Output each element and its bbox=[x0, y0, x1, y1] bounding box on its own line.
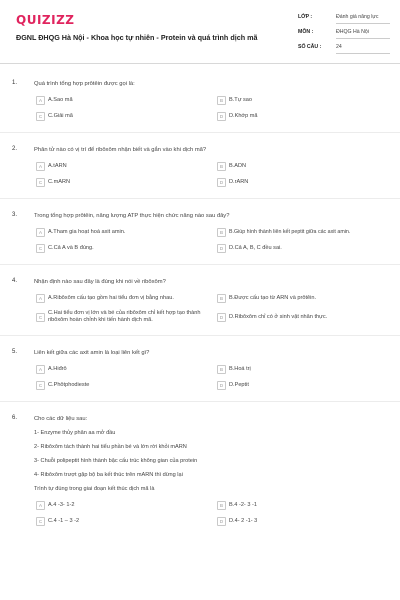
question-text: Nhận định nào sau đây là đúng khi nói về ribôxôm? bbox=[34, 279, 166, 285]
option-letter-box: D bbox=[217, 517, 226, 526]
answer-option[interactable] bbox=[216, 365, 397, 374]
answer-option[interactable] bbox=[216, 178, 397, 187]
question-text: Liên kết giữa các axit amin là loại liên kết gì? bbox=[34, 350, 150, 356]
answer-options bbox=[35, 162, 400, 187]
option-letter-box: B bbox=[217, 501, 226, 510]
option-text: B.Hoá trị bbox=[229, 366, 251, 372]
option-letter-box: C bbox=[36, 178, 45, 187]
option-text: D.rARN bbox=[229, 179, 249, 185]
meta-value: Đánh giá năng lực bbox=[336, 14, 390, 24]
option-text: A.Tham gia hoạt hoá axit amin. bbox=[48, 229, 126, 235]
meta-row-subject bbox=[298, 29, 390, 44]
meta-label: LỚP : bbox=[298, 14, 313, 20]
question-number: 3. bbox=[12, 212, 18, 218]
question-item bbox=[12, 146, 400, 199]
question-divider bbox=[0, 132, 400, 133]
question-list bbox=[0, 75, 400, 526]
option-letter-box: D bbox=[217, 244, 226, 253]
option-text: C.4 -1 – 3 -2 bbox=[48, 518, 80, 524]
answer-option[interactable] bbox=[35, 178, 216, 187]
answer-option[interactable] bbox=[216, 162, 397, 171]
worksheet-meta bbox=[298, 14, 390, 59]
question-item bbox=[12, 278, 400, 336]
quizizz-logo: QUIZIZZ bbox=[16, 13, 75, 27]
question-data-line: 4- Ribôxôm trượt gặp bộ ba kết thúc trên mARN thì dừng lại bbox=[34, 472, 183, 478]
option-letter-box: A bbox=[36, 96, 45, 105]
option-letter-box: D bbox=[217, 381, 226, 390]
option-text: C.Giải mã bbox=[48, 113, 73, 119]
option-text: A.tARN bbox=[48, 163, 67, 169]
answer-option[interactable] bbox=[35, 112, 216, 121]
option-letter-box: C bbox=[36, 517, 45, 526]
answer-options bbox=[35, 365, 400, 390]
question-divider bbox=[0, 264, 400, 265]
option-text: D.Khớp mã bbox=[229, 113, 258, 119]
question-number: 5. bbox=[12, 349, 18, 355]
question-number: 1. bbox=[12, 80, 18, 86]
answer-option[interactable] bbox=[35, 365, 216, 374]
answer-option[interactable] bbox=[216, 310, 397, 324]
answer-option[interactable] bbox=[35, 381, 216, 390]
answer-options bbox=[35, 228, 400, 253]
question-item bbox=[12, 415, 400, 526]
option-text: C.mARN bbox=[48, 179, 71, 185]
answer-option[interactable] bbox=[216, 96, 397, 105]
option-letter-box: C bbox=[36, 313, 45, 322]
question-data-line: 3- Chuỗi polipeptit hình thành bậc cấu trúc không gian của protein bbox=[34, 458, 198, 464]
option-text: A.4 -3- 1-2 bbox=[48, 502, 75, 508]
question-number: 6. bbox=[12, 415, 18, 421]
answer-options bbox=[35, 96, 400, 121]
option-letter-box: A bbox=[36, 294, 45, 303]
answer-option[interactable] bbox=[35, 294, 216, 303]
option-letter-box: D bbox=[217, 112, 226, 121]
option-letter-box: B bbox=[217, 228, 226, 237]
meta-row-question-count bbox=[298, 44, 390, 59]
option-letter-box: C bbox=[36, 381, 45, 390]
option-text: B.Giúp hình thành liên kết peptit giữa các axit amin. bbox=[229, 229, 351, 235]
option-text: D.Peptit bbox=[229, 382, 249, 388]
answer-option[interactable] bbox=[216, 517, 397, 526]
question-divider bbox=[0, 198, 400, 199]
answer-option[interactable] bbox=[35, 310, 216, 324]
option-text: B.4 -2- 3 -1 bbox=[229, 502, 257, 508]
answer-option[interactable] bbox=[35, 501, 216, 510]
answer-option[interactable] bbox=[216, 294, 397, 303]
question-data-line: 2- Ribôxôm tách thành hai tiểu phần bé và lớn rời khỏi mARN bbox=[34, 444, 187, 450]
answer-option[interactable] bbox=[35, 96, 216, 105]
question-data-line: 1- Enzyme thủy phân aa mở đầu bbox=[34, 430, 116, 436]
question-data-line: Trình tự đúng trong giai đoạn kết thúc dịch mã là bbox=[34, 486, 155, 492]
question-number: 2. bbox=[12, 146, 18, 152]
answer-option[interactable] bbox=[35, 244, 216, 253]
option-letter-box: A bbox=[36, 365, 45, 374]
meta-value: ĐHQG Hà Nội bbox=[336, 29, 390, 39]
option-text: B.ADN bbox=[229, 163, 247, 169]
option-text: B.Được cấu tạo từ ARN và prôtêin. bbox=[229, 295, 317, 301]
option-letter-box: B bbox=[217, 294, 226, 303]
answer-options bbox=[35, 294, 400, 324]
answer-options bbox=[35, 501, 400, 526]
option-text: A.Sao mã bbox=[48, 97, 73, 103]
option-text: B.Tự sao bbox=[229, 97, 253, 103]
option-letter-box: D bbox=[217, 313, 226, 322]
answer-option[interactable] bbox=[216, 112, 397, 121]
option-text: D.Cả A, B, C đều sai. bbox=[229, 245, 282, 251]
question-divider bbox=[0, 401, 400, 402]
question-text: Quá trình tổng hợp prôtêin được gọi là: bbox=[34, 81, 135, 87]
option-letter-box: A bbox=[36, 162, 45, 171]
option-letter-box: C bbox=[36, 244, 45, 253]
option-text: A.Hiđrô bbox=[48, 366, 67, 372]
option-letter-box: B bbox=[217, 162, 226, 171]
option-text: C.Phôtphodieste bbox=[48, 382, 90, 388]
answer-option[interactable] bbox=[216, 501, 397, 510]
meta-value: 24 bbox=[336, 44, 390, 54]
option-letter-box: B bbox=[217, 96, 226, 105]
meta-label: MÔN : bbox=[298, 29, 314, 35]
question-divider bbox=[0, 335, 400, 336]
answer-option[interactable] bbox=[35, 228, 216, 237]
question-item bbox=[12, 80, 400, 133]
answer-option[interactable] bbox=[216, 228, 397, 237]
option-text: D.Ribôxôm chỉ có ở sinh vật nhân thực. bbox=[229, 313, 328, 320]
option-text: A.Ribôxôm cấu tạo gồm hai tiểu đơn vị bằng nhau. bbox=[48, 295, 174, 301]
option-letter-box: A bbox=[36, 228, 45, 237]
question-number: 4. bbox=[12, 278, 18, 284]
option-letter-box: A bbox=[36, 501, 45, 510]
option-letter-box: C bbox=[36, 112, 45, 121]
header-divider bbox=[0, 63, 400, 64]
question-item bbox=[12, 349, 400, 402]
worksheet-title: ĐGNL ĐHQG Hà Nội - Khoa học tự nhiên - Protein và quá trình dịch mã bbox=[16, 33, 258, 42]
answer-option[interactable] bbox=[35, 517, 216, 526]
option-text: D.4- 2 -1- 3 bbox=[229, 518, 258, 524]
question-text: Cho các dữ liệu sau: bbox=[34, 416, 88, 422]
option-letter-box: B bbox=[217, 365, 226, 374]
meta-row-class bbox=[298, 14, 390, 29]
option-text: C.Cả A và B đúng. bbox=[48, 245, 94, 251]
question-text: Trong tổng hợp prôtêin, năng lượng ATP thực hiện chức năng nào sau đây? bbox=[34, 213, 230, 219]
option-text: C.Hai tiểu đơn vị lớn và bé của ribôxôm chỉ kết hợp tạo thành ribôxôm hoàn chỉnh khi tiến hành dịch mã. bbox=[48, 310, 201, 323]
question-text: Phân tử nào có vị trí để ribôxôm nhận biết và gắn vào khi dịch mã? bbox=[34, 147, 207, 153]
answer-option[interactable] bbox=[216, 244, 397, 253]
question-item bbox=[12, 212, 400, 265]
option-letter-box: D bbox=[217, 178, 226, 187]
answer-option[interactable] bbox=[216, 381, 397, 390]
meta-label: SỐ CÂU : bbox=[298, 44, 322, 50]
answer-option[interactable] bbox=[35, 162, 216, 171]
